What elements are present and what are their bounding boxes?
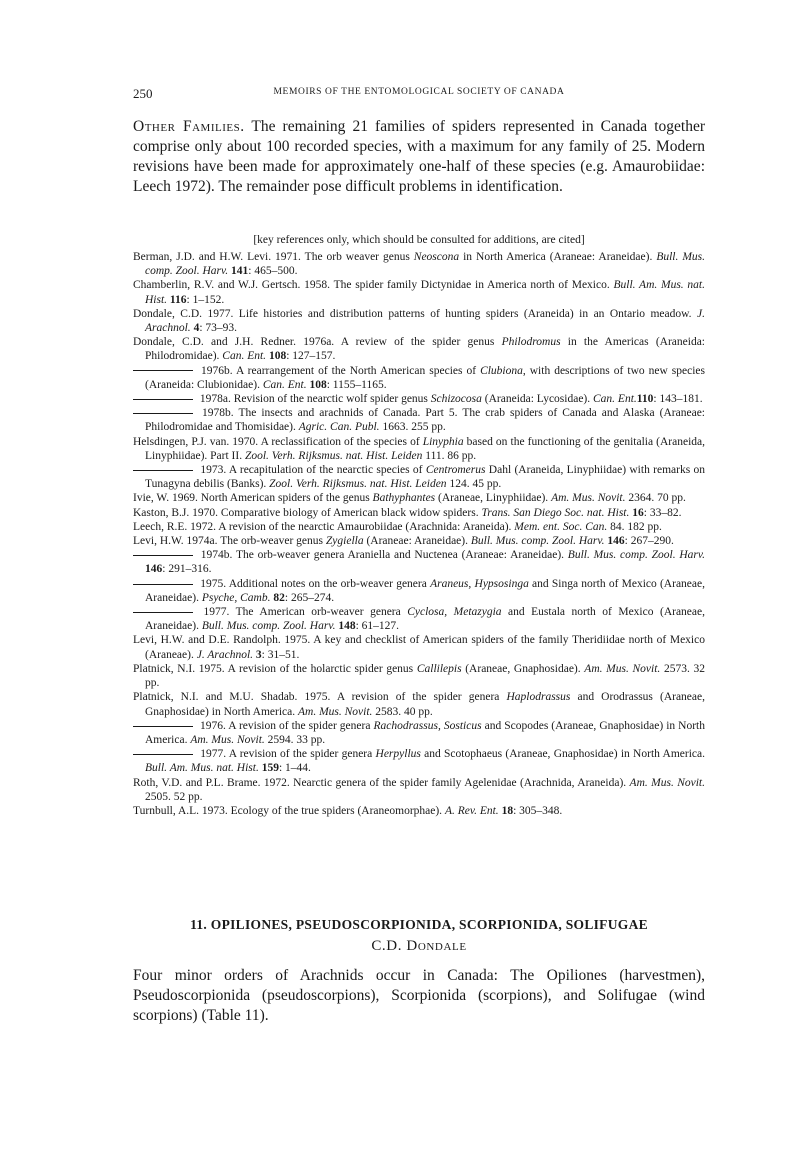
reference-text: 1978b. The insects and arachnids of Canada. Part 5. The crab spiders of Canada and Alaska (Araneae: Philodromidae and Thomisidae).: [145, 407, 705, 434]
repeat-author-dash: [133, 470, 193, 471]
reference-entry: [133, 491, 705, 505]
reference-entry: [133, 520, 705, 534]
reference-journal: Am. Mus. Novit.: [297, 705, 373, 718]
reference-entry: [133, 804, 705, 818]
reference-text: Turnbull, A.L. 1973. Ecology of the true spiders (Araneomorphae).: [133, 804, 445, 817]
reference-journal: Can. Ent.: [593, 393, 637, 406]
reference-taxon: Haplodrassus: [506, 691, 571, 704]
reference-text: (Araneae, Gnaphosidae).: [461, 662, 585, 675]
reference-pages: : 1–44.: [278, 762, 311, 775]
reference-list: [133, 250, 705, 818]
reference-journal: Mem. ent. Soc. Can.: [514, 520, 608, 533]
reference-volume: 108: [306, 378, 327, 391]
reference-entry: [133, 307, 705, 335]
reference-taxon: Bathyphantes: [372, 492, 436, 505]
reference-text: in the Americas (Araneida: Philodromidae).: [145, 336, 705, 363]
reference-taxon: Neoscona: [413, 251, 460, 263]
reference-volume: 82: [270, 591, 285, 604]
reference-text: Levi, H.W. and D.E. Randolph. 1975. A key and checklist of American spiders of the family Theridiidae north of Mexico (Araneae).: [133, 634, 705, 661]
repeat-author-dash: [133, 754, 193, 755]
reference-journal: Bull. Mus. comp. Zool. Harv.: [201, 620, 336, 633]
reference-text: Dondale, C.D. and J.H. Redner. 1976a. A review of the spider genus: [133, 336, 502, 349]
reference-journal: Bull. Mus. comp. Zool. Harv.: [567, 549, 705, 562]
reference-text: (Araneida: Lycosidae).: [481, 393, 594, 406]
reference-taxon: Schizocosa: [430, 393, 482, 406]
reference-volume: 4: [190, 322, 200, 335]
reference-text: Platnick, N.I. and M.U. Shadab. 1975. A revision of the spider genera: [133, 691, 507, 704]
reference-volume: 108: [266, 350, 287, 363]
reference-text: based on the functioning of the genitalia (Araneida, Linyphiidae). Part II.: [145, 435, 705, 462]
reference-text: 1977. A revision of the spider genera: [197, 748, 376, 761]
reference-text: 1973. A recapitulation of the nearctic species of: [197, 464, 426, 477]
reference-text: in North America (Araneae: Araneidae).: [459, 251, 657, 263]
intro-lead: Other Families.: [133, 118, 245, 135]
reference-entry: [133, 747, 705, 775]
reference-volume: 110: [636, 393, 654, 406]
reference-entry: [133, 690, 705, 718]
reference-text: 1974b. The orb-weaver genera Araniella and Nuctenea (Araneae: Araneidae).: [197, 549, 568, 562]
reference-pages: 2594. 33 pp.: [264, 733, 326, 746]
reference-journal: Am. Mus. Novit.: [190, 733, 265, 746]
reference-journal: Bull. Mus. comp. Zool. Harv.: [145, 251, 705, 278]
reference-text: 1978a. Revision of the nearctic wolf spider genus: [197, 393, 431, 406]
reference-journal: Agric. Can. Publ.: [298, 421, 380, 434]
reference-pages: : 127–157.: [286, 350, 336, 363]
reference-volume: 159: [258, 762, 279, 775]
reference-pages: 2573. 32 pp.: [145, 662, 705, 690]
reference-text: and Eustala north of Mexico (Araneae, Araneidae).: [145, 606, 705, 633]
reference-taxon: Araneus, Hypsosinga: [430, 577, 529, 590]
reference-pages: 2583. 40 pp.: [372, 705, 433, 718]
reference-pages: : 465–500.: [248, 265, 298, 278]
reference-text: Chamberlin, R.V. and W.J. Gertsch. 1958. The spider family Dictynidae in America north of Mexico.: [133, 279, 614, 292]
reference-text: 1975. Additional notes on the orb-weaver genera: [197, 577, 431, 590]
reference-entry: [133, 392, 705, 406]
reference-text: Helsdingen, P.J. van. 1970. A reclassification of the species of: [133, 435, 423, 448]
reference-text: and Singa north of Mexico (Araneae, Araneidae).: [145, 577, 705, 604]
reference-pages: : 1–152.: [186, 293, 225, 306]
reference-taxon: Rachodrassus, Sosticus: [373, 719, 482, 732]
reference-entry: [133, 548, 705, 576]
reference-entry: [133, 776, 705, 804]
reference-entry: [133, 435, 705, 463]
reference-entry: [133, 250, 705, 278]
reference-volume: 116: [167, 293, 187, 306]
reference-volume: 148: [335, 620, 356, 633]
reference-pages: : 1155–1165.: [326, 378, 387, 391]
reference-entry: [133, 335, 705, 363]
reference-journal: J. Arachnol.: [145, 307, 705, 335]
key-references-note: [key references only, which should be consulted for additions, are cited]: [253, 234, 585, 246]
reference-taxon: Callilepis: [416, 662, 462, 675]
reference-journal: Am. Mus. Novit.: [551, 492, 626, 505]
reference-pages: : 31–51.: [261, 648, 300, 661]
reference-pages: : 265–274.: [284, 591, 335, 604]
reference-text: Roth, V.D. and P.L. Brame. 1972. Nearctic genera of the spider family Agelenidae (Arachnida, Araneida).: [133, 776, 630, 789]
reference-text: Ivie, W. 1969. North American spiders of the genus: [133, 492, 373, 505]
reference-text: Kaston, B.J. 1970. Comparative biology of American black widow spiders.: [133, 506, 482, 519]
reference-journal: Am. Mus. Novit.: [584, 662, 661, 675]
reference-entry: [133, 463, 705, 491]
page-number: 250: [133, 86, 153, 101]
intro-text: The remaining 21 families of spiders represented in Canada together comprise only about 100 recorded species, with a maximum for any family of 25. Modern revisions have been made for approximately one-half of these species (e.g. Amaurobiidae: Leech 1972). The remainder pose difficult problems in identification.: [133, 118, 705, 195]
reference-journal: Can. Ent.: [262, 378, 307, 391]
reference-entry: [133, 662, 705, 690]
reference-text: Levi, H.W. 1974a. The orb-weaver genus: [133, 535, 326, 548]
reference-text: Berman, J.D. and H.W. Levi. 1971. The orb weaver genus: [133, 251, 414, 263]
reference-entry: [133, 577, 705, 605]
reference-pages: : 291–316.: [162, 563, 212, 576]
reference-text: and Scopodes (Araneae, Gnaphosidae) in North America.: [145, 719, 705, 746]
reference-pages: : 305–348.: [513, 804, 563, 817]
reference-journal: Bull. Mus. comp. Zool. Harv.: [470, 535, 605, 548]
reference-journal: A. Rev. Ent.: [444, 804, 499, 817]
reference-journal: Zool. Verh. Rijksmus. nat. Hist. Leiden: [269, 478, 447, 491]
reference-entry: [133, 534, 705, 548]
running-title: MEMOIRS OF THE ENTOMOLOGICAL SOCIETY OF CANADA: [273, 87, 565, 97]
reference-pages: 1663. 255 pp.: [379, 421, 446, 434]
reference-text: and Orodrassus (Araneae, Gnaphosidae) in North America.: [145, 691, 705, 718]
reference-taxon: Clubiona: [480, 364, 523, 377]
reference-text: Dondale, C.D. 1977. Life histories and distribution patterns of hunting spiders (Araneida) in an Ontario meadow.: [133, 307, 698, 320]
reference-journal: Am. Mus. Novit.: [629, 776, 706, 789]
reference-pages: 111. 86 pp.: [422, 449, 477, 462]
reference-entry: [133, 506, 705, 520]
reference-text: Platnick, N.I. 1975. A revision of the holarctic spider genus: [133, 662, 417, 675]
reference-journal: Bull. Am. Mus. nat. Hist.: [145, 279, 705, 306]
reference-taxon: Philodromus: [501, 336, 561, 349]
reference-volume: 141: [228, 265, 249, 278]
reference-taxon: Zygiella: [325, 535, 364, 548]
reference-text: Dahl (Araneida, Linyphiidae) with remarks on Tunagyna debilis (Banks).: [145, 464, 705, 491]
reference-taxon: Cyclosa, Metazygia: [407, 606, 502, 619]
section-author: C.D. Dondale: [371, 938, 467, 954]
repeat-author-dash: [133, 612, 193, 613]
reference-pages: 2364. 70 pp.: [625, 492, 686, 505]
reference-entry: [133, 278, 705, 306]
reference-volume: 18: [498, 804, 514, 817]
reference-entry: [133, 406, 705, 434]
reference-journal: Zool. Verh. Rijksmus. nat. Hist. Leiden: [244, 449, 423, 462]
reference-journal: Trans. San Diego Soc. nat. Hist.: [481, 506, 630, 519]
reference-volume: 16: [629, 506, 644, 519]
reference-pages: 124. 45 pp.: [446, 478, 502, 491]
closing-paragraph: Four minor orders of Arachnids occur in Canada: The Opiliones (harvestmen), Pseudoscorpionida (pseudoscorpions), Scorpionida (scorpions), and Solifugae (wind scorpions) (Table 11).: [133, 967, 705, 1024]
repeat-author-dash: [133, 555, 193, 556]
reference-volume: 3: [253, 648, 262, 661]
repeat-author-dash: [133, 413, 193, 414]
section-heading: 11. OPILIONES, PSEUDOSCORPIONIDA, SCORPIONIDA, SOLIFUGAE: [190, 917, 648, 932]
repeat-author-dash: [133, 726, 193, 727]
reference-entry: [133, 605, 705, 633]
reference-volume: 146: [145, 563, 163, 576]
reference-entry: [133, 719, 705, 747]
reference-pages: : 33–82.: [643, 506, 682, 519]
reference-text: (Araneae, Linyphiidae).: [435, 492, 552, 505]
reference-pages: 2505. 52 pp.: [145, 790, 203, 803]
reference-text: 1977. The American orb-weaver genera: [197, 606, 408, 619]
reference-journal: Psyche, Camb.: [201, 591, 271, 604]
reference-pages: : 73–93.: [199, 322, 238, 335]
reference-taxon: Herpyllus: [375, 748, 421, 761]
reference-taxon: Linyphia: [422, 435, 464, 448]
reference-text: , with descriptions of two new species (Araneida: Clubionidae).: [145, 364, 705, 391]
reference-journal: Can. Ent.: [222, 350, 267, 363]
page-header: [133, 86, 705, 104]
repeat-author-dash: [133, 399, 193, 400]
reference-pages: : 61–127.: [355, 620, 400, 633]
reference-entry: [133, 633, 705, 661]
reference-entry: [133, 364, 705, 392]
repeat-author-dash: [133, 370, 193, 371]
reference-taxon: Centromerus: [425, 464, 486, 477]
intro-paragraph: [133, 117, 705, 197]
reference-volume: 146: [604, 535, 625, 548]
reference-text: and Scotophaeus (Araneae, Gnaphosidae) in North America.: [420, 748, 705, 761]
reference-text: Leech, R.E. 1972. A revision of the nearctic Amaurobiidae (Arachnida: Araneida).: [133, 520, 515, 533]
reference-journal: Bull. Am. Mus. nat. Hist.: [145, 762, 259, 775]
repeat-author-dash: [133, 584, 193, 585]
reference-text: 1976. A revision of the spider genera: [197, 719, 374, 732]
reference-text: 1976b. A rearrangement of the North American species of: [197, 364, 481, 377]
reference-pages: 84. 182 pp.: [607, 520, 662, 533]
reference-pages: : 267–290.: [624, 535, 674, 548]
reference-text: (Araneae: Araneidae).: [363, 535, 471, 548]
reference-journal: J. Arachnol.: [196, 648, 254, 661]
reference-pages: : 143–181.: [653, 393, 703, 406]
